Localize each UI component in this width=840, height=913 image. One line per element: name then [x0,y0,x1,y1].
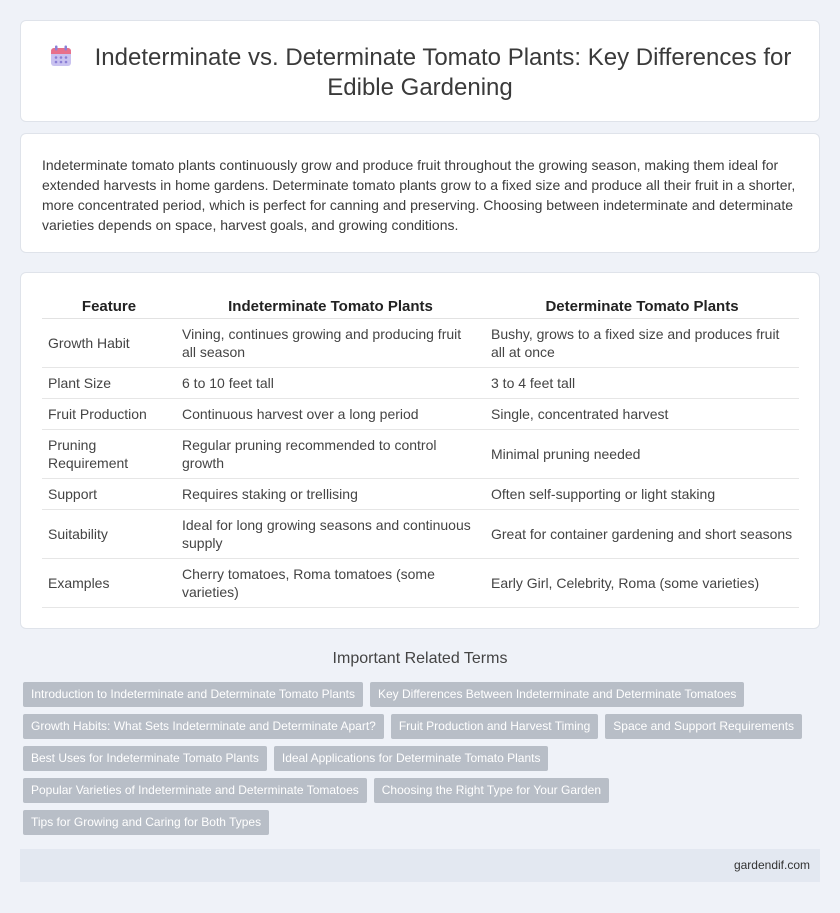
table-row [42,398,799,429]
related-terms-list [23,682,813,842]
table-cell: Single, concentrated harvest [485,398,799,429]
table-cell: Early Girl, Celebrity, Roma (some varieties) [485,558,799,607]
page-title-text: Indeterminate vs. Determinate Tomato Plants: Key Differences for Edible Gardening [94,44,792,101]
table-cell: Ideal for long growing seasons and continuous supply [176,509,485,558]
table-cell: Cherry tomatoes, Roma tomatoes (some varieties) [176,558,485,607]
table-cell: Plant Size [42,367,176,398]
related-term-tag[interactable]: Choosing the Right Type for Your Garden [374,778,609,803]
table-row [42,478,799,509]
table-row [42,367,799,398]
table-cell: Regular pruning recommended to control growth [176,429,485,478]
calendar-icon [49,44,73,68]
tag-row [23,746,813,778]
footer-bar [20,849,820,882]
table-cell: Often self-supporting or light staking [485,478,799,509]
comparison-card [20,272,820,629]
intro-card [20,133,820,253]
table-cell: Great for container gardening and short seasons [485,509,799,558]
comparison-table [42,296,799,608]
intro-paragraph: Indeterminate tomato plants continuously grow and produce fruit throughout the growing season, making them ideal for extended harvests in home gardens. Determinate tomato plants grow to a fixed size and produce all their fruit in a shorter, more concentrated period, which is perfect for canning and preserving. Choosing between indeterminate and determinate varieties depends on space, harvest goals, and growing conditions. [42,157,796,233]
table-cell: 3 to 4 feet tall [485,367,799,398]
table-row [42,558,799,607]
table-cell: 6 to 10 feet tall [176,367,485,398]
title-wrap [21,43,819,103]
table-cell: Vining, continues growing and producing fruit all season [176,318,485,367]
tag-row [23,810,813,842]
column-header: Feature [42,296,176,318]
header-card [20,20,820,122]
related-term-tag[interactable]: Fruit Production and Harvest Timing [391,714,598,739]
table-row [42,509,799,558]
related-term-tag[interactable]: Best Uses for Indeterminate Tomato Plants [23,746,267,771]
column-header: Indeterminate Tomato Plants [176,296,485,318]
footer-site-link[interactable]: gardendif.com [733,858,810,872]
related-terms-heading: Important Related Terms [332,650,508,667]
related-term-tag[interactable]: Growth Habits: What Sets Indeterminate and Determinate Apart? [23,714,384,739]
table-cell: Bushy, grows to a fixed size and produces fruit all at once [485,318,799,367]
table-row [42,318,799,367]
table-cell: Requires staking or trellising [176,478,485,509]
table-cell: Minimal pruning needed [485,429,799,478]
related-term-tag[interactable]: Popular Varieties of Indeterminate and Determinate Tomatoes [23,778,367,803]
tag-row [23,682,813,714]
tag-row [23,714,813,746]
table-cell: Support [42,478,176,509]
related-term-tag[interactable]: Ideal Applications for Determinate Tomato Plants [274,746,549,771]
table-cell: Examples [42,558,176,607]
page-title [41,43,799,103]
table-cell: Suitability [42,509,176,558]
table-cell: Continuous harvest over a long period [176,398,485,429]
column-header: Determinate Tomato Plants [485,296,799,318]
table-row [42,429,799,478]
table-cell: Growth Habit [42,318,176,367]
related-term-tag[interactable]: Introduction to Indeterminate and Determinate Tomato Plants [23,682,363,707]
table-cell: Fruit Production [42,398,176,429]
table-cell: Pruning Requirement [42,429,176,478]
related-term-tag[interactable]: Tips for Growing and Caring for Both Types [23,810,269,835]
related-term-tag[interactable]: Key Differences Between Indeterminate and Determinate Tomatoes [370,682,744,707]
table-header-row [42,296,799,318]
related-term-tag[interactable]: Space and Support Requirements [605,714,802,739]
tag-row [23,778,813,810]
